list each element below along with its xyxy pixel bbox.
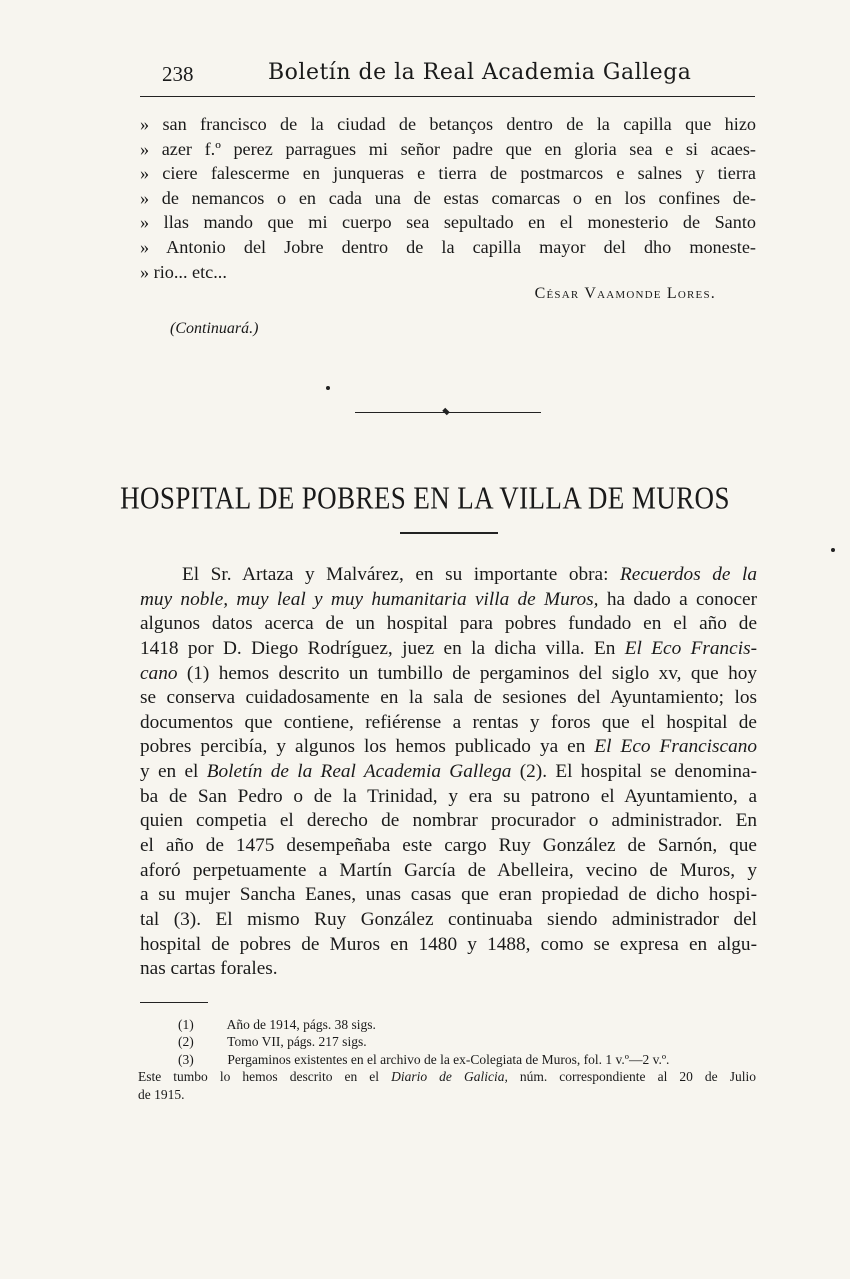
quoted-passage xyxy=(140,112,756,284)
body-line: nas cartas forales. xyxy=(140,958,278,980)
body-line: 1418 por D. Diego Rodríguez, juez en la dicha villa. En El Eco Francis- xyxy=(140,637,758,659)
quote-line: » de nemancos o en cada una de estas comarcas o en los confines de- xyxy=(140,187,756,208)
quote-line: » ciere falescerme en junqueras e tierra de postmarcos e salnes y tierra xyxy=(140,163,756,184)
footnote-continuation: de 1915. xyxy=(138,1086,185,1102)
speck-mark xyxy=(831,548,835,552)
footnote-text: Pergaminos existentes en el archivo de la ex-Colegiata de Muros, fol. 1 v.º—2 v.º. xyxy=(227,1051,670,1067)
author-signature: César Vaamonde Lores. xyxy=(534,285,716,302)
body-line: pobres percibía, y algunos los hemos publicado ya en El Eco Franciscano xyxy=(140,736,758,758)
body-line: quien competia el derecho de nombrar procurador o administrador. En xyxy=(140,810,757,832)
article-body xyxy=(140,563,757,982)
body-line: aforó perpetuamente a Martín García de Abelleira, vecino de Muros, y xyxy=(140,859,757,881)
body-line: y en el Boletín de la Real Academia Gallega (2). El hospital se denomina- xyxy=(140,761,758,783)
page-header xyxy=(140,60,755,97)
quote-line: » san francisco de la ciudad de betanços dentro de la capilla que hizo xyxy=(140,114,756,134)
running-head: Boletín de la Real Academia Gallega xyxy=(268,60,692,85)
footnote-text: Año de 1914, págs. 38 sigs. xyxy=(226,1017,376,1032)
body-line: cano (1) hemos descrito un tumbillo de pergaminos del siglo xv, que hoy xyxy=(140,662,757,684)
ornament-diamond-icon xyxy=(442,408,449,415)
article-title: HOSPITAL DE POBRES EN LA VILLA DE MUROS xyxy=(120,480,730,516)
footnote xyxy=(138,1033,756,1050)
quote-line: » llas mando que mi cuerpo sea sepultado en el monesterio de Santo xyxy=(140,212,756,233)
footnote-separator xyxy=(140,1002,208,1003)
speck-mark xyxy=(326,386,330,390)
page-number: 238 xyxy=(162,62,194,86)
body-line: documentos que contiene, refiérense a rentas y foros que el hospital de xyxy=(140,711,757,733)
footnote xyxy=(138,1016,756,1033)
footnote-number: (3) xyxy=(178,1051,194,1067)
body-line: El Sr. Artaza y Malvárez, en su importante obra: Recuerdos de la xyxy=(182,564,757,585)
section-ornament xyxy=(355,410,541,414)
footnotes xyxy=(138,1016,756,1103)
footnote-text: Tomo VII, págs. 217 sigs. xyxy=(227,1034,367,1050)
body-line: muy noble, muy leal y muy humanitaria villa de Muros, ha dado a conocer xyxy=(140,588,757,610)
quote-line: » Antonio del Jobre dentro de la capilla mayor del dho moneste- xyxy=(140,236,756,257)
body-line: el año de 1475 desempeñaba este cargo Ruy González de Sarnón, que xyxy=(140,835,757,857)
body-line: algunos datos acerca de un hospital para pobres fundado en el año de xyxy=(140,613,757,635)
title-underline xyxy=(400,532,498,534)
footnote-number: (1) xyxy=(178,1017,194,1032)
body-line: ba de San Pedro o de la Trinidad, y era su patrono el Ayuntamiento, a xyxy=(140,785,757,807)
body-line: a su mujer Sancha Eanes, unas casas que eran propiedad de dicho hospi- xyxy=(140,884,757,906)
quote-line: » azer f.º perez parragues mi señor padre que en gloria sea e si acaes- xyxy=(140,138,756,159)
body-line: se conserva cuidadosamente en la sala de sesiones del Ayuntamiento; los xyxy=(140,687,757,709)
footnote xyxy=(138,1051,756,1068)
body-line: hospital de pobres de Muros en 1480 y 1488, como se expresa en algu- xyxy=(140,933,757,955)
quote-line: » rio... etc... xyxy=(140,261,227,282)
body-line: tal (3). El mismo Ruy González continuaba siendo administrador del xyxy=(140,908,757,930)
continued-note: (Continuará.) xyxy=(170,320,259,337)
footnote-continuation: Este tumbo lo hemos descrito en el Diario de Galicia, núm. correspondiente al 20 de Julio xyxy=(138,1069,756,1085)
footnote-number: (2) xyxy=(178,1034,194,1050)
